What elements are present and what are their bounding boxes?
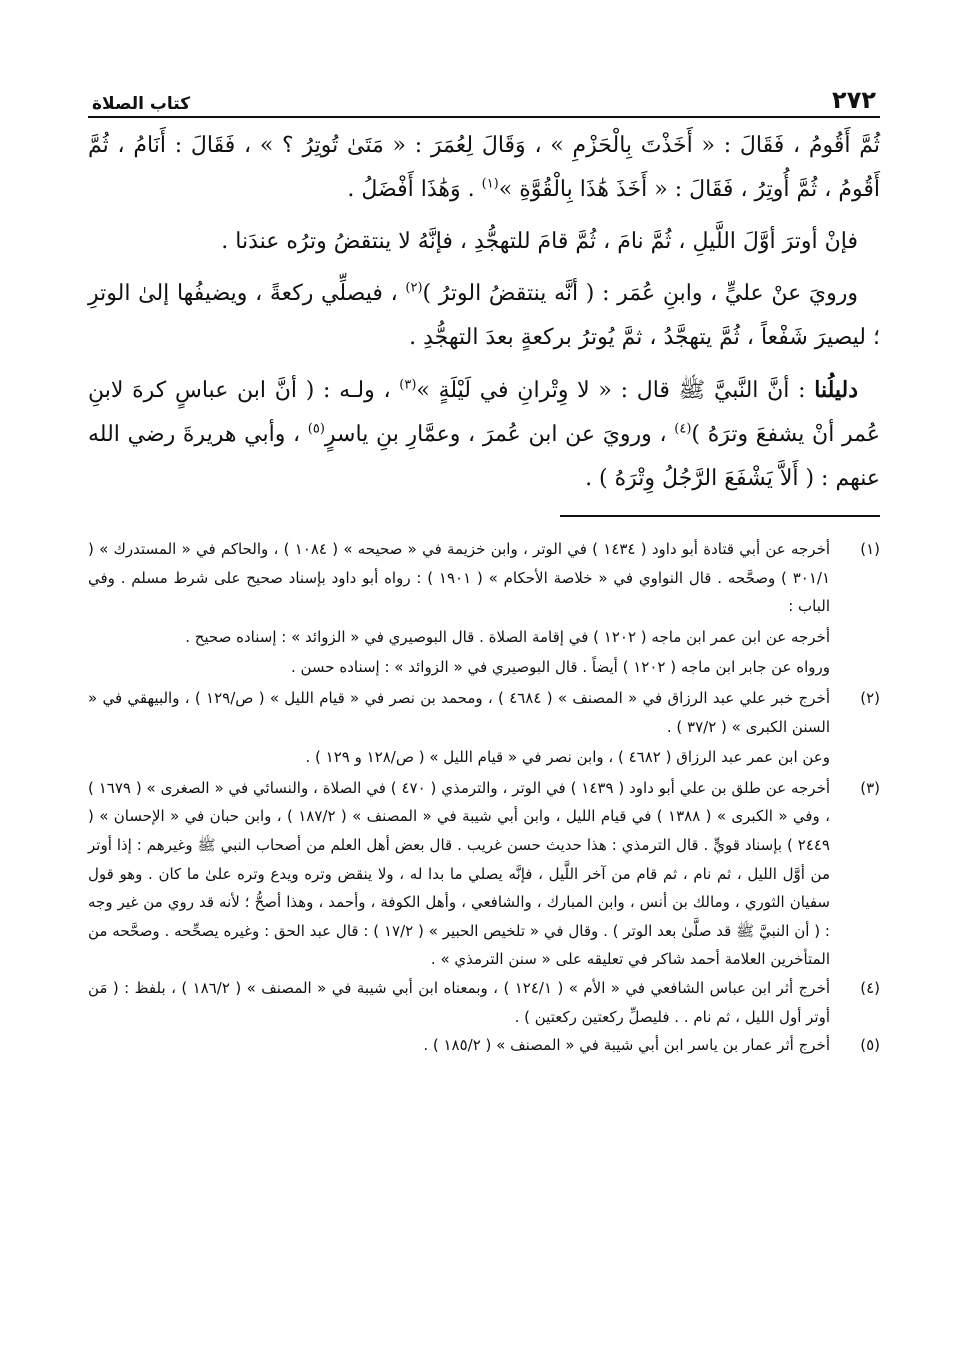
main-text bbox=[88, 124, 880, 501]
footnote-ref-5[interactable]: (٥) bbox=[307, 421, 325, 437]
paragraph-2-text: فإنْ أوترَ أوَّلَ اللَّيلِ ، ثُمَّ نامَ ، ثُمَّ قامَ للتهجُّدِ ، فإنَّهُ لا ينتقضُ وترُه عندَنا . bbox=[221, 229, 858, 254]
paragraph-1 bbox=[88, 124, 880, 212]
paragraph-4-text-b: ، ولـه : ( أنَّ ابن عباسٍ كرهَ لابنِ عُمر أنْ يشفعَ وترَهُ ) bbox=[88, 378, 880, 447]
footnote-text: أخرجه عن طلق بن علي أبو داود ( ١٤٣٩ ) في الوتر ، والترمذي ( ٤٧٠ ) في الصلاة ، والنسائي في « الصغرى » ( ١٦٧٩ ) ، وفي « الكبرى » ( ١٣٨٨ ) في قيام الليل ، وابن أبي شيبة في « المصنف » ( ١٨٧/٢ ) ، وابن حبان في « الإحسان » ( ٢٤٤٩ ) بإسناد قويٍّ . قال الترمذي : هذا حديث حسن غريب . قال بعض أهل العلم من أصحاب النبي ﷺ وغيرهم : إذا أوتر من أوَّل الليل ، ثم نام ، ثم قام من آخر اللَّيل ، فإنَّه يصلي ما بدا له ، ولا ينقض وتره ويدع وتره علىٰ ما كان . وهو قول سفيان الثوري ، ومالك بن أنس ، وابن المبارك ، والشافعي ، وأهل الكوفة ، وأحمد ، وهذا أصحُّ ؛ لأنه قد روي من غير وجه : ( أن النبيَّ ﷺ قد صلَّىٰ بعد الوتر ) . وقال في « تلخيص الحبير » ( ١٧/٢ ) : قال عبد الحق : وغيره يصحِّحه . وصحَّحه من المتأخرين العلامة أحمد شاكر في تعليقه على « سنن الترمذي » . bbox=[88, 778, 831, 969]
footnote-ref-3[interactable]: (٣) bbox=[399, 377, 417, 393]
footnote-number: (٤) bbox=[860, 978, 880, 997]
footnote-number: (٥) bbox=[860, 1036, 880, 1055]
footnote-number: (٢) bbox=[860, 688, 880, 707]
footnote-text: أخرج خبر علي عبد الرزاق في « المصنف » ( ٤٦٨٤ ) ، ومحمد بن نصر في « قيام الليل » ( ص/١٢٩ ) ، والبيهقي في « السنن الكبرى » ( ٣٧/٢ ) . bbox=[88, 688, 830, 736]
footnote-text: أخرجه عن أبي قتادة أبو داود ( ١٤٣٤ ) في الوتر ، وابن خزيمة في « صحيحه » ( ١٠٨٤ ) ، والحاكم في « المستدرك » ( ٣٠١/١ ) وصحَّحه . قال النواوي في « خلاصة الأحكام » ( ١٩٠١ ) : رواه أبو داود بإسناد صحيح على شرط مسلم . وفي الباب : bbox=[88, 540, 831, 616]
book-title: كتاب الصلاة bbox=[92, 94, 191, 114]
footnote-text: أخرج أثر عمار بن ياسر ابن أبي شيبة في « المصنف » ( ١٨٥/٢ ) . bbox=[423, 1036, 830, 1055]
footnote-ref-2[interactable]: (٢) bbox=[405, 280, 423, 296]
footnote-4 bbox=[88, 974, 880, 1031]
footnote-separator bbox=[560, 515, 880, 517]
footnote-body bbox=[88, 974, 830, 1031]
footnote-ref-4[interactable]: (٤) bbox=[674, 421, 692, 437]
paragraph-1-end: . وَهَٰذَا أَفْضَلُ . bbox=[347, 177, 482, 202]
footnote-number: (٣) bbox=[860, 778, 880, 797]
paragraph-4-text-d: ، وأبي هريرةَ رضي الله عنهم : ( أَلاَّ يَشْفَعَ الرَّجُلُ وِتْرَهُ ) . bbox=[88, 422, 880, 491]
paragraph-1-text: ثُمَّ أَقُومُ ، فَقَالَ : « أَخَذْتَ بِالْحَزْمِ » ، وَقَالَ لِعُمَرَ : « مَتَىٰ تُوتِرُ ؟ » ، فَقَالَ : أَنَامُ ، ثُمَّ أَقُومُ ، ثُمَّ أُوتِرُ ، فَقَالَ : « أَخَذَ هَٰذَا بِالْقُوَّةِ » bbox=[88, 133, 880, 202]
footnote-ref-1[interactable]: (١) bbox=[481, 176, 499, 192]
footnote-2 bbox=[88, 684, 880, 774]
paragraph-4-text-a: : أنَّ النَّبيَّ ﷺ قال : « لا وِتْرانِ في لَيْلَةٍ » bbox=[416, 378, 815, 403]
footnote-body bbox=[88, 1031, 830, 1060]
paragraph-2 bbox=[88, 220, 880, 264]
footnotes bbox=[88, 535, 880, 1060]
footnote-1 bbox=[88, 535, 880, 684]
footnote-subnote: أخرجه عن ابن عمر ابن ماجه ( ١٢٠٢ ) في إقامة الصلاة . قال البوصيري في « الزوائد » : إسناده صحيح . bbox=[185, 627, 830, 646]
footnote-body bbox=[88, 774, 830, 974]
page-number: ٢٧٢ bbox=[832, 86, 876, 114]
paragraph-3-text-b: ، فيصلِّي ركعةً ، ويضيفُها إلىٰ الوترِ ؛ ليصيرَ شَفْعاً ، ثُمَّ يتهجَّدُ ، ثمَّ يُوترُ بركعةٍ بعدَ التهجُّدِ . bbox=[88, 281, 880, 350]
footnote-subnote: وعن ابن عمر عبد الرزاق ( ٤٦٨٢ ) ، وابن نصر في « قيام الليل » ( ص/١٢٨ و ١٢٩ ) . bbox=[305, 748, 830, 767]
book-page bbox=[88, 78, 880, 1060]
footnote-body bbox=[88, 684, 830, 774]
footnote-text: أخرج أثر ابن عباس الشافعي في « الأم » ( ١٢٤/١ ) ، وبمعناه ابن أبي شيبة في « المصنف » ( ١٨٦/٢ ) ، بلفظ : ( مَن أوتر أول الليل ، ثم نام . . فليصلِّ ركعتين ركعتين ) . bbox=[88, 978, 831, 1026]
footnote-5 bbox=[88, 1031, 880, 1060]
paragraph-4 bbox=[88, 368, 880, 501]
paragraph-4-lead: دليلُنا bbox=[814, 377, 858, 403]
paragraph-3 bbox=[88, 272, 880, 360]
footnote-number: (١) bbox=[860, 540, 880, 558]
footnote-subnote: ورواه عن جابر ابن ماجه ( ١٢٠٢ ) أيضاً . قال البوصيري في « الزوائد » : إسناده حسن . bbox=[290, 658, 830, 677]
paragraph-4-text-c: ، ورويَ عن ابن عُمرَ ، وعمَّارِ بنِ ياسرٍ bbox=[324, 422, 675, 447]
paragraph-3-text-a: ورويَ عنْ عليٍّ ، وابنِ عُمَر : ( أنَّه ينتقضُ الوترُ ) bbox=[422, 281, 858, 306]
footnote-body bbox=[88, 535, 830, 684]
running-header bbox=[88, 78, 880, 118]
footnote-3 bbox=[88, 774, 880, 974]
